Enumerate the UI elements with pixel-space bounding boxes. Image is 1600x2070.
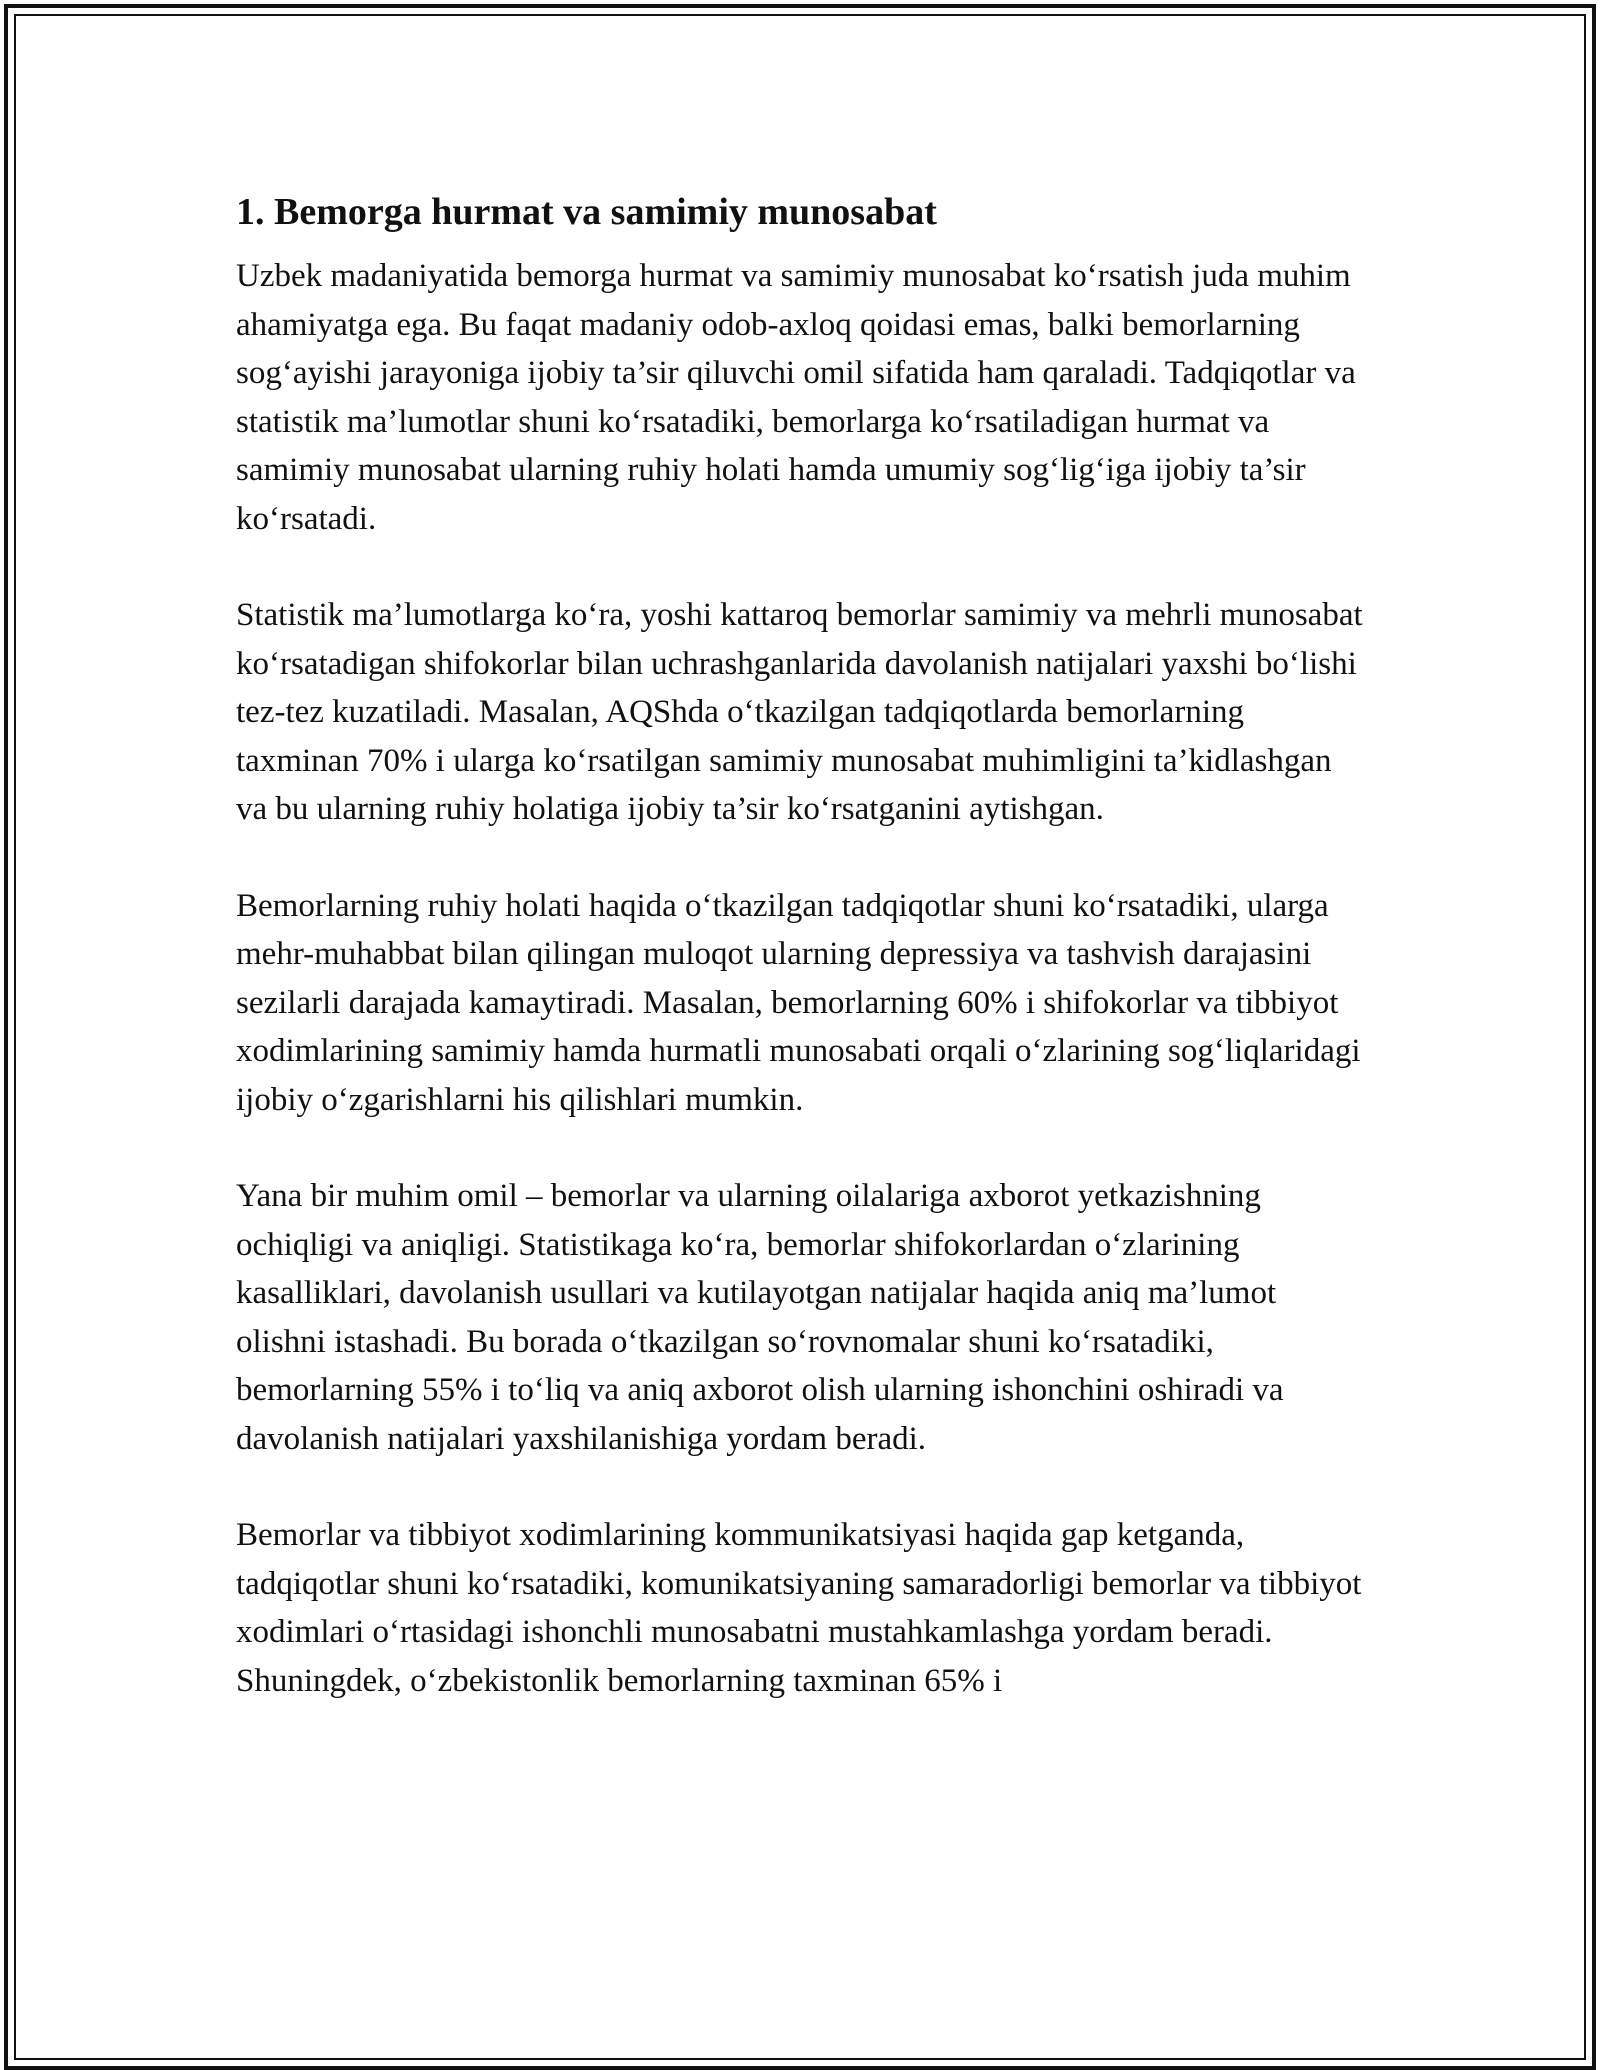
paragraph-2: Statistik ma’lumotlarga ko‘ra, yoshi kattaroq bemorlar samimiy va mehrli munosabat ko‘rsatadigan shifokorlar bilan uchrashganlarida davolanish natijalari yaxshi bo‘lishi tez-tez kuzatiladi. Masalan, AQShda o‘tkazilgan tadqiqotlarda bemorlarning taxminan 70% i ularga ko‘rsatilgan samimiy munosabat muhimligini ta’kidlashgan va bu ularning ruhiy holatiga ijobiy ta’sir ko‘rsatganini aytishgan. [236,597,1363,827]
document-body [236,188,1366,1753]
paragraph-5: Bemorlar va tibbiyot xodimlarining kommunikatsiyasi haqida gap ketganda, tadqiqotlar shuni ko‘rsatadiki, komunikatsiyaning samaradorligi bemorlar va tibbiyot xodimlari o‘rtasidagi ishonchli munosabatni mustahkamlashga yordam beradi. Shuningdek, o‘zbekistonlik bemorlarning taxminan 65% i [236,1517,1362,1699]
paragraph-4: Yana bir muhim omil – bemorlar va ularning oilalariga axborot yetkazishning ochiqligi va aniqligi. Statistikaga ko‘ra, bemorlar shifokorlardan o‘zlarining kasalliklari, davolanish usullari va kutilayotgan natijalar haqida aniq ma’lumot olishni istashadi. Bu borada o‘tkazilgan so‘rovnomalar shuni ko‘rsatadiki, bemorlarning 55% i to‘liq va aniq axborot olish ularning ishonchini oshiradi va davolanish natijalari yaxshilanishiga yordam beradi. [236,1178,1284,1457]
paragraph-1: Uzbek madaniyatida bemorga hurmat va samimiy munosabat ko‘rsatish juda muhim ahamiyatga ega. Bu faqat madaniy odob-axloq qoidasi emas, balki bemorlarning sog‘ayishi jarayoniga ijobiy ta’sir qiluvchi omil sifatida ham qaraladi. Tadqiqotlar va statistik ma’lumotlar shuni ko‘rsatadiki, bemorlarga ko‘rsatiladigan hurmat va samimiy munosabat ularning ruhiy holati hamda umumiy sog‘lig‘iga ijobiy ta’sir ko‘rsatadi. [236,258,1356,537]
paragraph-3: Bemorlarning ruhiy holati haqida o‘tkazilgan tadqiqotlar shuni ko‘rsatadiki, ularga mehr-muhabbat bilan qilingan muloqot ularning depressiya va tashvish darajasini sezilarli darajada kamaytiradi. Masalan, bemorlarning 60% i shifokorlar va tibbiyot xodimlarining samimiy hamda hurmatli munosabati orqali o‘zlarining sog‘liqlaridagi ijobiy o‘zgarishlarni his qilishlari mumkin. [236,887,1361,1118]
section-heading: 1. Bemorga hurmat va samimiy munosabat [236,191,937,233]
